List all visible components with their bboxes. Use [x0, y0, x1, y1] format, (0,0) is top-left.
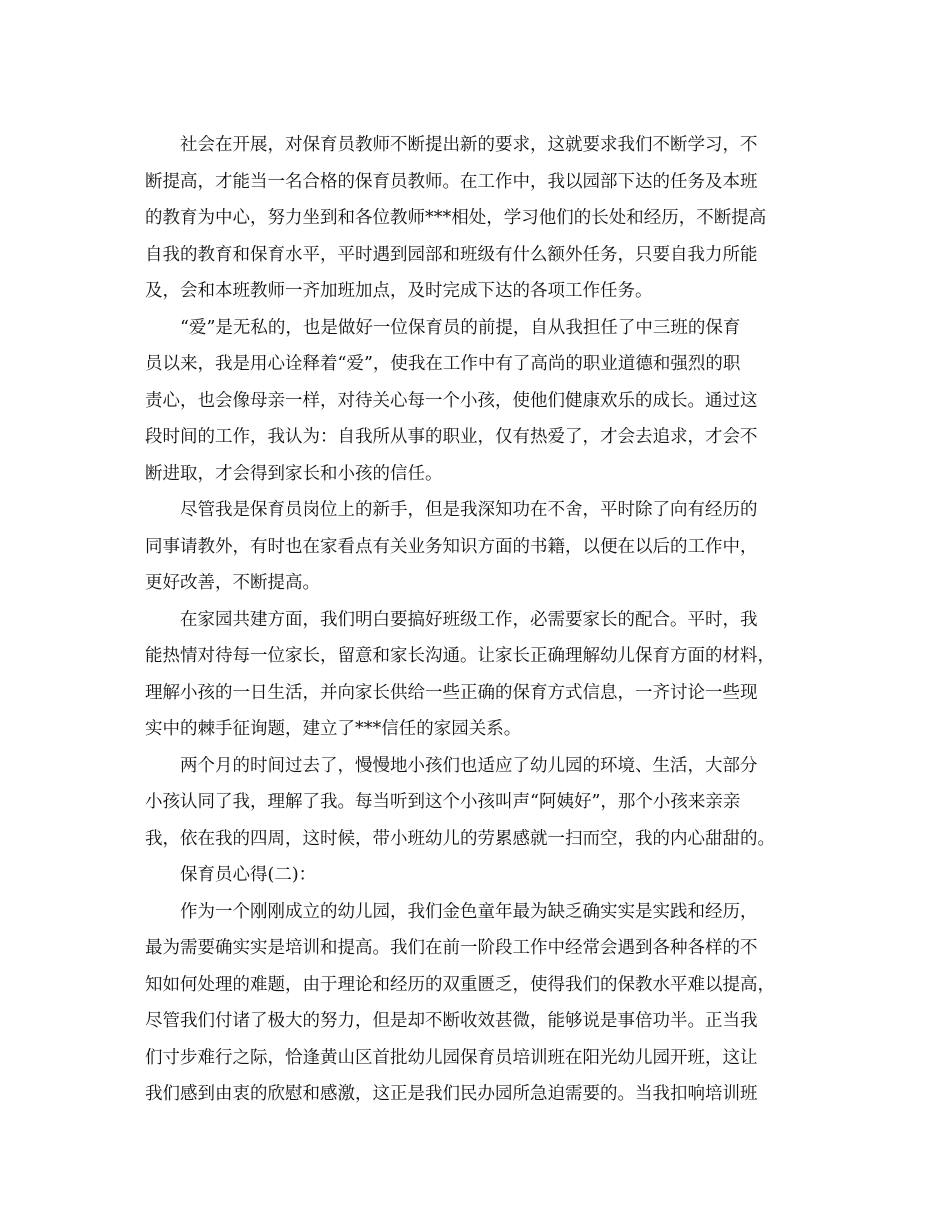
- paragraph-first-line: “爱”是无私的，也是做好一位保育员的前提，自从我担任了中三班的保育: [180, 317, 741, 338]
- paragraph-first-line: 两个月的时间过去了，慢慢地小孩们也适应了幼儿园的环境、生活，大部分: [180, 755, 758, 776]
- text-line: 员以来，我是用心诠释着“爱”，使我在工作中有了高尚的职业道德和强烈的职: [145, 354, 741, 374]
- text-line: 段时间的工作，我认为：自我所从事的职业，仅有热爱了，才会去追求，才会不: [145, 427, 758, 447]
- document-page: [145, 127, 810, 1113]
- paragraph-first-line: 保育员心得(二)：: [180, 865, 317, 885]
- paragraph-first-line: 作为一个刚刚成立的幼儿园，我们金色童年最为缺乏确实实是实践和经历，: [180, 901, 758, 922]
- text-line: 断进取，才会得到家长和小孩的信任。: [145, 463, 443, 484]
- text-line: 我，依在我的四周，这时候，带小班幼儿的劳累感就一扫而空，我的内心甜甜的。: [145, 828, 775, 849]
- text-line: 及，会和本班教师一齐加班加点，及时完成下达的各项工作任务。: [145, 281, 653, 301]
- text-line: 知如何处理的难题，由于理论和经历的双重匮乏，使得我们的保教水平难以提高，: [145, 974, 775, 995]
- text-line: 的教育为中心，努力坐到和各位教师***相处，学习他们的长处和经历，不断提高: [145, 208, 767, 228]
- text-line: 自我的教育和保育水平，平时遇到园部和班级有什么额外任务，只要自我力所能: [145, 244, 758, 265]
- text-line: 实中的棘手征询题，建立了***信任的家园关系。: [145, 719, 522, 739]
- text-line: 我们感到由衷的欣慰和感激，这正是我们民办园所急迫需要的。当我扣响培训班: [145, 1084, 758, 1104]
- text-line: 最为需要确实实是培训和提高。我们在前一阶段工作中经常会遇到各种各样的不: [145, 938, 758, 958]
- text-line: 更好改善，不断提高。: [145, 573, 320, 593]
- text-line: 们寸步难行之际，恰逢黄山区首批幼儿园保育员培训班在阳光幼儿园开班，这让: [145, 1047, 758, 1068]
- text-line: 责心，也会像母亲一样，对待关心每一个小孩，使他们健康欢乐的成长。通过这: [145, 390, 758, 411]
- text-line: 断提高，才能当一名合格的保育员教师。在工作中，我以园部下达的任务及本班: [145, 171, 758, 192]
- paragraph-first-line: 社会在开展，对保育员教师不断提出新的要求，这就要求我们不断学习，不: [180, 135, 758, 155]
- text-line: 小孩认同了我，理解了我。每当听到这个小孩叫声“阿姨好”，那个小孩来亲亲: [145, 792, 741, 812]
- paragraph-first-line: 在家园共建方面，我们明白要搞好班级工作，必需要家长的配合。平时，我: [180, 609, 758, 630]
- text-line: 能热情对待每一位家长，留意和家长沟通。让家长正确理解幼儿保育方面的材料，: [145, 646, 775, 666]
- paragraph-first-line: 尽管我是保育员岗位上的新手，但是我深知功在不舍，平时除了向有经历的: [180, 500, 758, 520]
- text-line: 理解小孩的一日生活，并向家长供给一些正确的保育方式信息，一齐讨论一些现: [145, 682, 758, 703]
- text-line: 同事请教外，有时也在家看点有关业务知识方面的书籍，以便在以后的工作中，: [145, 536, 758, 557]
- text-line: 尽管我们付诸了极大的努力，但是却不断收效甚微，能够说是事倍功半。正当我: [145, 1011, 758, 1031]
